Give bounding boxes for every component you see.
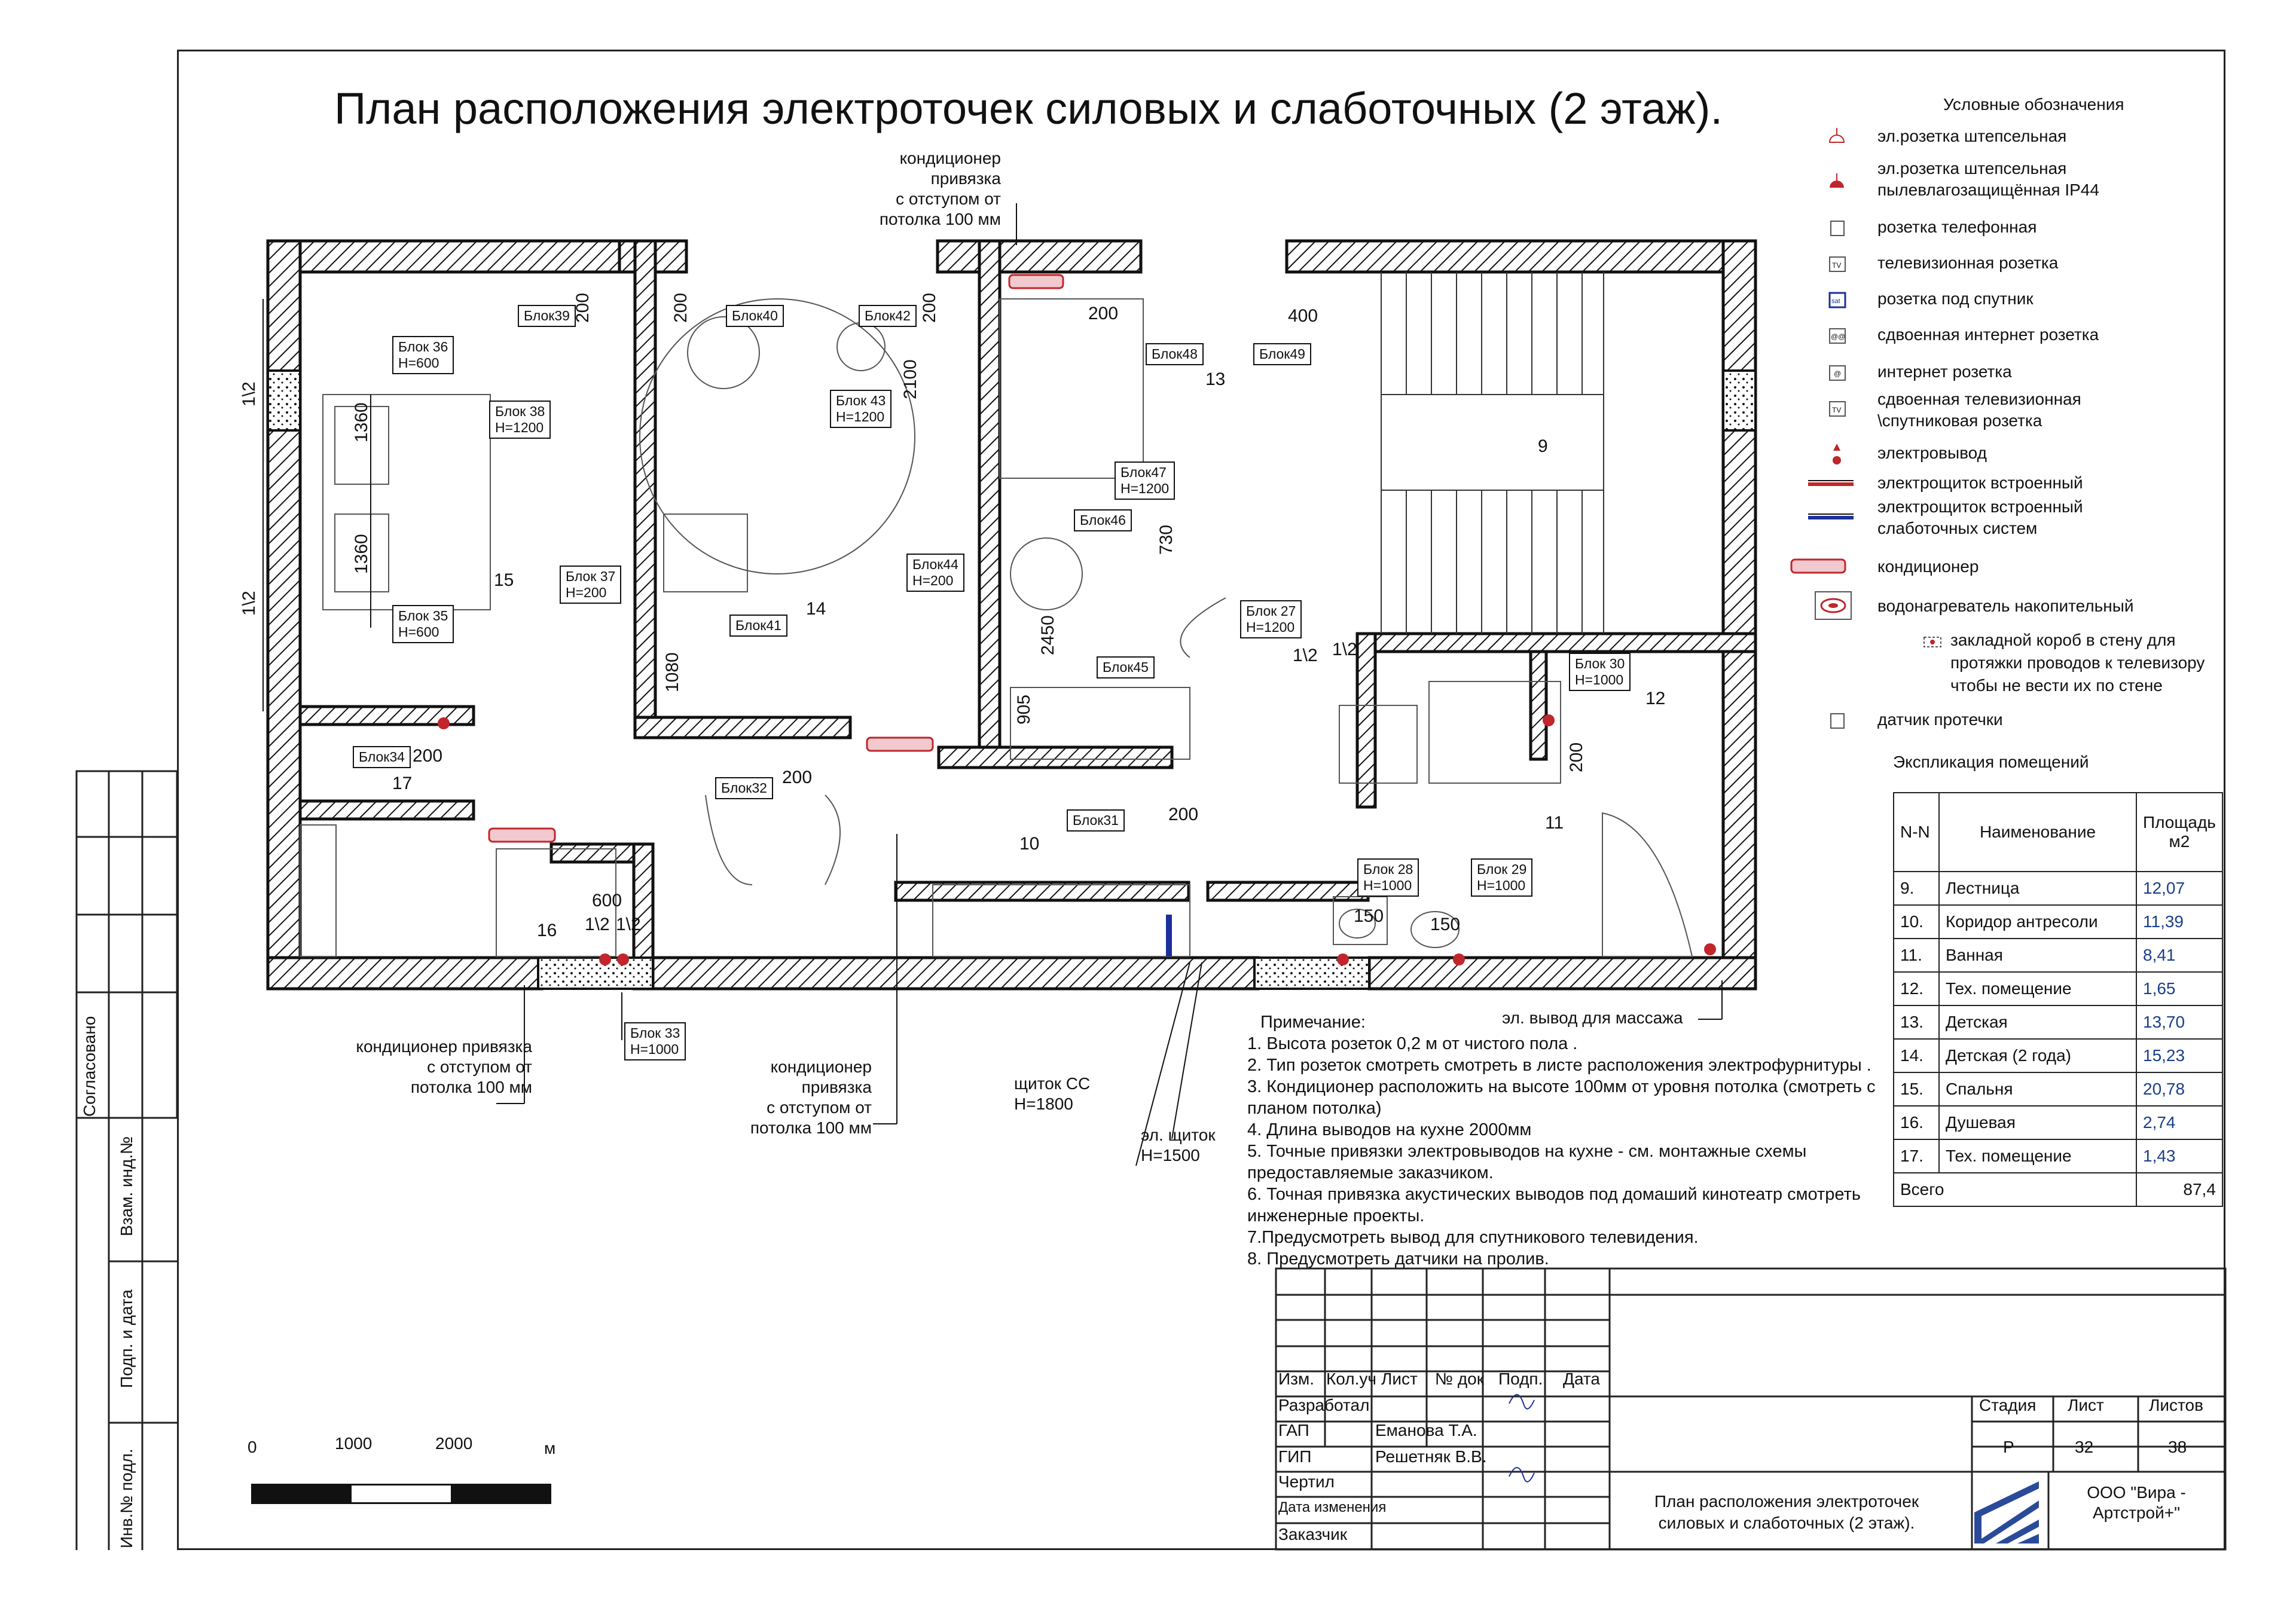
- room-number-13: 13: [1205, 369, 1226, 389]
- scale-tick-0: 0: [248, 1438, 257, 1456]
- dim-half-a: 1\2: [239, 381, 259, 406]
- bathtub-outline: [1602, 813, 1692, 956]
- dim-half-d: 1\2: [616, 915, 641, 934]
- tb-role-developer: Разработал: [1278, 1396, 1370, 1414]
- scale-bar: [251, 1484, 551, 1504]
- col-header-area: Площадь м2: [2136, 793, 2222, 872]
- dim-2100: 2100: [900, 359, 920, 399]
- side-agreed: Согласовано: [80, 1016, 99, 1117]
- block-label-34: Блок34: [353, 746, 411, 768]
- tb-sheets-value: 38: [2168, 1438, 2187, 1456]
- legend-item-air-conditioner: кондиционер: [1877, 556, 1979, 577]
- side-vzam: Взам. инд.№: [117, 1136, 136, 1236]
- legend-item-socket: эл.розетка штепсельная: [1877, 126, 2066, 147]
- tb-col-kol: Кол.уч: [1326, 1370, 1376, 1388]
- tb-col-date: Дата: [1563, 1370, 1601, 1388]
- phone-socket-icon: [1825, 219, 1849, 238]
- dim-730: 730: [1156, 524, 1176, 555]
- dim-2450: 2450: [1038, 615, 1058, 655]
- table-row: 11. Ванная 8,41: [1894, 939, 2222, 972]
- scale-unit: м: [544, 1439, 556, 1457]
- tb-name-gip: Решетняк В.В.: [1375, 1447, 1487, 1466]
- note-line-4: планом потолка): [1247, 1099, 1382, 1118]
- dim-150-a: 150: [1354, 906, 1384, 926]
- block-label-27: Блок 27 Н=1200: [1240, 600, 1302, 638]
- callout-ac-left: кондиционер привязка с отступом от потолка 100 мм: [356, 1037, 532, 1096]
- dim-1360-a: 1360: [352, 402, 371, 442]
- panel-lowcurrent-icon: [1807, 511, 1855, 522]
- tb-drawing-name: План расположения электроточек силовых и слаботочных (2 этаж).: [1654, 1492, 1919, 1532]
- tb-role-gap: ГАП: [1278, 1421, 1309, 1439]
- block-label-28: Блок 28 Н=1000: [1357, 858, 1419, 897]
- dim-200-a: 200: [573, 292, 593, 323]
- drawing-title: План расположения электроточек силовых и слаботочных (2 этаж).: [334, 84, 1723, 133]
- explication-title: Экспликация помещений: [1893, 753, 2089, 771]
- legend-item-double-tv-sat-socket: TV сдвоенная телевизионная \спутниковая розетка: [1877, 389, 2117, 432]
- tb-role-gip: ГИП: [1278, 1447, 1312, 1466]
- room-number-17: 17: [392, 774, 413, 793]
- room-number-15: 15: [494, 570, 514, 590]
- side-podp: Подп. и дата: [117, 1289, 136, 1388]
- block-label-46: Блок46: [1074, 509, 1132, 531]
- block-label-38: Блок 38 Н=1200: [489, 401, 551, 439]
- panel-builtin-icon: [1807, 477, 1855, 489]
- double-tv-sat-socket-icon: [1825, 399, 1849, 418]
- electro-outlet-icon: [1825, 442, 1849, 466]
- notes-title: Примечание:: [1260, 1013, 1366, 1032]
- note-line-1: 1. Высота розеток 0,2 м от чистого пола .: [1247, 1034, 1578, 1053]
- legend-item-sat-socket: sat розетка под спутник: [1877, 288, 2034, 310]
- block-label-37: Блок 37 Н=200: [560, 566, 621, 604]
- legend-item-double-internet-socket: @@ сдвоенная интернет розетка: [1877, 324, 2099, 346]
- tb-company: ООО "Вира - Артстрой+": [2087, 1483, 2186, 1522]
- block-label-35: Блок 35 Н=600: [392, 605, 454, 643]
- tb-sheet-value: 32: [2075, 1438, 2094, 1456]
- legend-item-tv-socket: TV телевизионная розетка: [1877, 252, 2058, 274]
- svg-text:@@: @@: [1831, 332, 1846, 341]
- side-inv: Инв.№ подл.: [117, 1448, 136, 1548]
- note-line-7: предоставляемые заказчиком.: [1247, 1163, 1494, 1182]
- room-number-11: 11: [1545, 813, 1564, 833]
- callout-ac-top: кондиционер привязка с отступом от потолка 100 мм: [879, 149, 1001, 228]
- legend-item-panel-lowcurrent: электрощиток встроенный слаботочных систем: [1877, 496, 2117, 539]
- dim-200-b: 200: [671, 292, 691, 323]
- tb-role-change-date: Дата изменения: [1278, 1499, 1387, 1515]
- tb-stage-header: Стадия: [1979, 1396, 2037, 1414]
- block-label-45: Блок45: [1097, 656, 1155, 678]
- note-line-11: 8. Предусмотреть датчики на пролив.: [1247, 1249, 1549, 1269]
- legend-item-socket-ip44: эл.розетка штепсельная пылевлагозащищённая IP44: [1877, 158, 2117, 201]
- table-row: 12. Тех. помещение 1,65: [1894, 972, 2222, 1005]
- tb-sheets-header: Листов: [2149, 1396, 2203, 1414]
- sink-outline: [1339, 705, 1417, 783]
- sat-socket-icon: [1825, 291, 1849, 310]
- col-header-name: Наименование: [1939, 793, 2136, 872]
- company-logo: [1972, 1477, 2044, 1547]
- armchair-outline: [664, 514, 747, 592]
- scale-tick-2000: 2000: [435, 1434, 473, 1453]
- dim-600: 600: [592, 891, 622, 910]
- double-internet-socket-icon: [1825, 326, 1849, 346]
- note-line-6: 5. Точные привязки электровыводов на кухне - см. монтажные схемы: [1247, 1142, 1807, 1161]
- leak-sensor-icon: [1825, 711, 1849, 730]
- dim-half-b: 1\2: [239, 591, 259, 616]
- block-label-32: Блок32: [715, 777, 773, 799]
- note-line-3: 3. Кондиционер расположить на высоте 100мм от уровня потолка (смотреть с: [1247, 1077, 1876, 1096]
- table-row: 13. Детская 13,70: [1894, 1005, 2222, 1039]
- svg-text:@: @: [1834, 369, 1842, 378]
- block-label-36: Блок 36 Н=600: [392, 336, 454, 374]
- explication-total-row: Всего 87,4: [1894, 1173, 2222, 1206]
- legend-item-leak-sensor: датчик протечки: [1877, 709, 2003, 730]
- dim-905: 905: [1014, 694, 1034, 725]
- explication-header-row: [1894, 793, 2222, 872]
- tb-sheet-header: Лист: [2068, 1396, 2104, 1414]
- room-number-12: 12: [1645, 689, 1666, 708]
- socket-icon: [1825, 128, 1849, 146]
- tb-name-gap: Еманова Т.А.: [1375, 1421, 1477, 1439]
- legend-title: Условные обозначения: [1943, 95, 2124, 114]
- scale-tick-1000: 1000: [335, 1434, 373, 1453]
- legend-item-phone-socket: розетка телефонная: [1877, 216, 2037, 238]
- legend-item-internet-socket: @ интернет розетка: [1877, 361, 2012, 383]
- tb-col-list: Лист: [1381, 1370, 1418, 1388]
- block-label-43: Блок 43 Н=1200: [830, 390, 891, 428]
- block-label-47: Блок47 Н=1200: [1115, 461, 1175, 500]
- block-label-42: Блок42: [859, 305, 917, 327]
- dim-200-d: 200: [1088, 304, 1119, 323]
- callout-panel-el: эл. щиток Н=1500: [1141, 1126, 1216, 1164]
- block-label-39: Блок39: [518, 305, 576, 327]
- block-label-41: Блок41: [729, 615, 787, 637]
- callout-ac-mid: кондиционер привязка с отступом от потолка 100 мм: [750, 1057, 872, 1137]
- staircase: [1381, 272, 1604, 634]
- room-number-14: 14: [806, 599, 826, 619]
- tv-socket-icon: [1825, 255, 1849, 274]
- note-line-8: 6. Точная привязка акустических выводов под домаший кинотеатр смотреть: [1247, 1185, 1861, 1204]
- air-conditioner-icon: [1789, 556, 1849, 576]
- block-label-40: Блок40: [726, 305, 784, 327]
- dim-200-g: 200: [1168, 805, 1199, 824]
- table-row: 15. Спальня 20,78: [1894, 1072, 2222, 1106]
- table-row: 14. Детская (2 года) 15,23: [1894, 1039, 2222, 1072]
- legend-item-wall-box: закладной короб в стену для протяжки проводов к телевизору чтобы не вести их по стене: [1950, 629, 2237, 697]
- explication-table: [1893, 792, 2223, 1207]
- block-label-31: Блок31: [1067, 809, 1125, 832]
- dim-200-h: 200: [1567, 742, 1586, 772]
- note-line-5: 4. Длина выводов на кухне 2000мм: [1247, 1120, 1532, 1139]
- dim-1360-b: 1360: [352, 534, 371, 574]
- table-row: 17. Тех. помещение 1,43: [1894, 1139, 2222, 1173]
- block-label-44: Блок44 Н=200: [906, 554, 964, 592]
- tb-col-izm: Изм.: [1278, 1370, 1314, 1388]
- crib-outline: [1000, 299, 1143, 478]
- wall-box-icon: [1921, 634, 1944, 652]
- legend-item-water-heater: водонагреватель накопительный: [1877, 595, 2133, 617]
- block-label-33: Блок 33 Н=1000: [624, 1022, 686, 1060]
- lowcurrent-panel-mark: [1166, 915, 1172, 956]
- dim-150-b: 150: [1430, 915, 1461, 934]
- tb-col-doc: № док: [1435, 1370, 1484, 1388]
- room-number-10: 10: [1019, 834, 1040, 854]
- legend-item-electro-outlet: электровывод: [1877, 442, 1987, 464]
- block-label-48: Блок48: [1146, 343, 1204, 365]
- callout-massage: эл. вывод для массажа: [1502, 1008, 1683, 1027]
- svg-text:TV: TV: [1832, 261, 1842, 270]
- dim-200-f: 200: [782, 768, 813, 787]
- dim-200-c: 200: [920, 292, 939, 323]
- note-line-9: инженерные проекты.: [1247, 1206, 1425, 1225]
- note-line-10: 7.Предусмотреть вывод для спутникового телевидения.: [1247, 1228, 1699, 1247]
- block-label-30: Блок 30 Н=1000: [1569, 653, 1631, 691]
- dim-1080: 1080: [662, 652, 682, 692]
- tb-stage-value: Р: [2003, 1438, 2014, 1456]
- table-row: 10. Коридор антресоли 11,39: [1894, 905, 2222, 939]
- dim-half-c: 1\2: [585, 915, 610, 934]
- table-row: 9. Лестница 12,07: [1894, 872, 2222, 905]
- callout-panel-cc: щиток СС Н=1800: [1014, 1074, 1091, 1113]
- dim-half-f: 1\2: [1332, 640, 1357, 659]
- block-label-29: Блок 29 Н=1000: [1471, 858, 1532, 897]
- tb-col-podp: Подп.: [1498, 1370, 1543, 1388]
- socket-ip44-icon: [1825, 173, 1849, 191]
- bed-outline: [323, 395, 490, 610]
- dim-half-e: 1\2: [1293, 646, 1318, 665]
- block-label-49: Блок49: [1253, 343, 1311, 365]
- room-number-9: 9: [1538, 436, 1548, 456]
- dim-400: 400: [1288, 306, 1318, 326]
- table-row: 16. Душевая 2,74: [1894, 1106, 2222, 1139]
- svg-text:TV: TV: [1832, 406, 1842, 414]
- tb-role-drafter: Чертил: [1278, 1472, 1335, 1491]
- water-heater-icon: [1813, 588, 1855, 624]
- room-number-16: 16: [537, 921, 557, 940]
- col-header-num: N-N: [1894, 793, 1939, 872]
- rug-circle: [640, 299, 915, 574]
- tb-role-customer: Заказчик: [1278, 1525, 1347, 1543]
- legend-item-panel-builtin: электрощиток встроенный: [1877, 472, 2083, 494]
- svg-text:sat: sat: [1831, 298, 1840, 305]
- internet-socket-icon: [1825, 363, 1849, 383]
- note-line-2: 2. Тип розеток смотреть смотреть в листе расположения электрофурнитуры .: [1247, 1056, 1871, 1075]
- dim-200-e: 200: [413, 746, 443, 766]
